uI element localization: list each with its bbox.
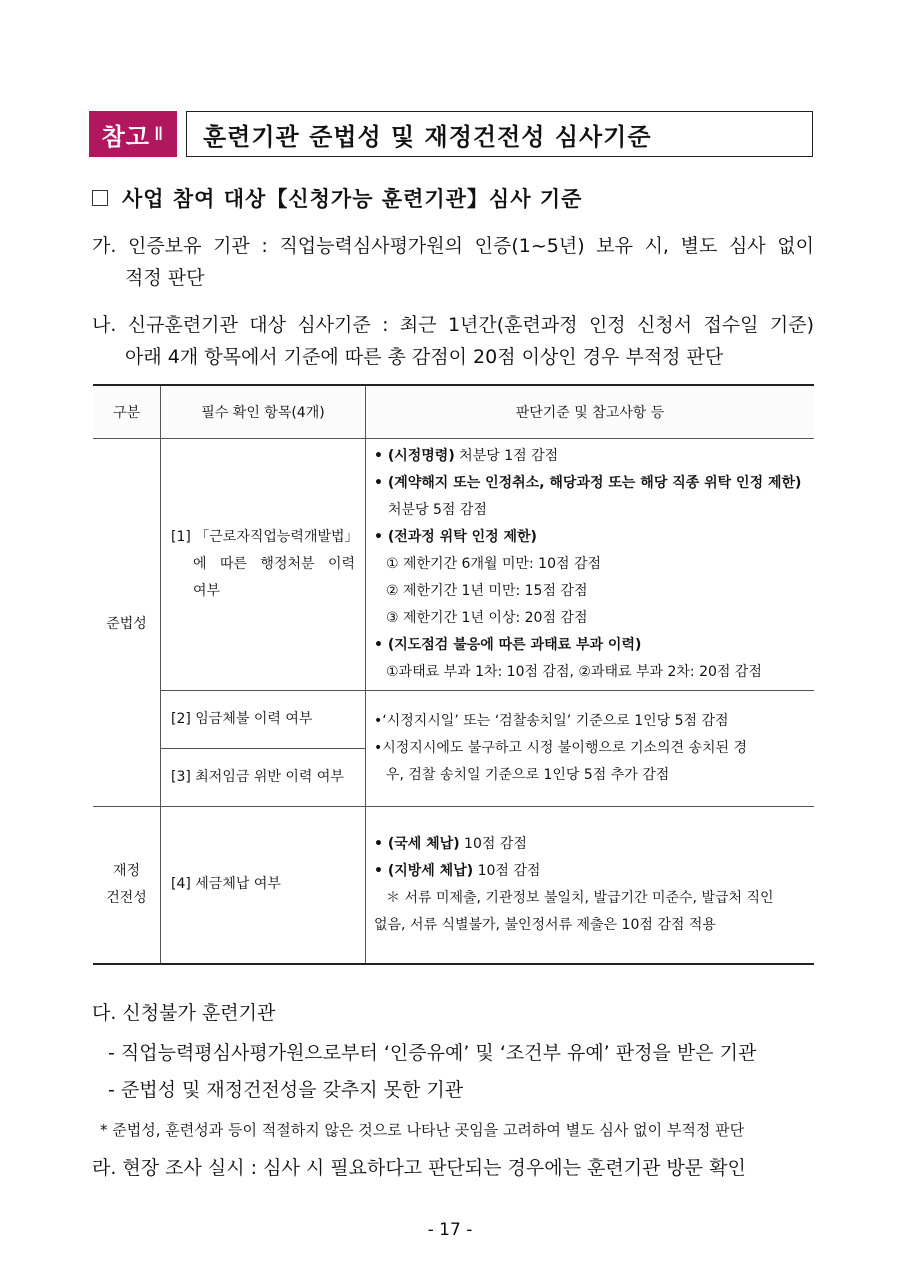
criteria-1-b-text: 처분당 5점 감점	[388, 502, 487, 518]
criteria-4-b-label: • (지방세 체납)	[374, 862, 474, 879]
criteria-1-a-text: 처분당 1점 감점	[454, 448, 559, 464]
paragraph-da-bullet2: - 준법성 및 재정건전성을 갖추지 못한 기관	[108, 1079, 464, 1101]
criteria-2-3-l3: 우, 검찰 송치일 기준으로 1인당 5점 추가 감점	[386, 767, 670, 783]
header-criteria: 판단기준 및 참고사항 등	[366, 385, 815, 439]
paragraph-ga	[92, 230, 814, 294]
paragraph-na-line1: 나. 신규훈련기관 대상 심사기준 : 최근 1년간(훈련과정 인정 신청서 접수일 기준)	[92, 314, 814, 336]
criteria-1-d1: ①과태료 부과 1차: 10점 감점, ②과태료 부과 2차: 20점 감점	[386, 664, 762, 680]
page-title: 훈련기관 준법성 및 재정건전성 심사기준	[186, 111, 813, 157]
criteria-1-d-label: • (지도점검 불응에 따른 과태료 부과 이력)	[374, 637, 642, 653]
criteria-4-a-label: • (국세 체납)	[374, 835, 460, 852]
appendix-header	[89, 111, 813, 157]
paragraph-ra: 라. 현장 조사 실시 : 심사 시 필요하다고 판단되는 경우에는 훈련기관 방문 확인	[92, 1157, 746, 1179]
category-finance-line1: 재정	[112, 862, 141, 879]
item-1-line3: 여부	[193, 583, 221, 599]
criteria-1-b-label: • (계약해지 또는 인정취소, 해당과정 또는 해당 직종 위탁 인정 제한)	[374, 475, 802, 491]
item-4: [4] 세금체납 여부	[161, 807, 366, 964]
item-2: [2] 임금체불 이력 여부	[161, 691, 366, 749]
reference-badge	[89, 111, 177, 157]
criteria-table	[93, 384, 814, 965]
category-compliance: 준법성	[93, 439, 161, 807]
criteria-4-c2: 없음, 서류 식별불가, 불인정서류 제출은 10점 감점 적용	[374, 916, 716, 933]
section-heading	[92, 183, 582, 213]
checkbox-square-icon	[92, 190, 108, 206]
category-finance	[93, 807, 161, 964]
criteria-1-a-label: • (시정명령)	[374, 448, 455, 464]
table-row	[93, 807, 814, 964]
paragraph-da-note: * 준법성, 훈련성과 등이 적절하지 않은 것으로 나타난 곳임을 고려하여 별도 심사 없이 부적정 판단	[100, 1121, 745, 1139]
paragraph-ga-line1: 가. 인증보유 기관 : 직업능력심사평가원의 인증(1~5년) 보유 시, 별도 심사 없이	[92, 235, 814, 257]
criteria-2-3-l2: •시정지시에도 불구하고 시정 불이행으로 기소의견 송치된 경	[374, 740, 748, 756]
item-3: [3] 최저임금 위반 이력 여부	[161, 749, 366, 807]
paragraph-da-bullet1: - 직업능력평심사평가원으로부터 ‘인증유예’ 및 ‘조건부 유예’ 판정을 받은 기관	[108, 1042, 757, 1064]
header-items: 필수 확인 항목(4개)	[161, 385, 366, 439]
page-number: - 17 -	[427, 1220, 473, 1240]
table-row	[93, 439, 814, 691]
criteria-4-a-text: 10점 감점	[459, 835, 527, 852]
criteria-4-b-text: 10점 감점	[473, 862, 541, 879]
criteria-1-c1: ① 제한기간 6개월 미만: 10점 감점	[386, 556, 602, 572]
paragraph-na-line2: 아래 4개 항목에서 기준에 따른 총 감점이 20점 이상인 경우 부적정 판단	[125, 346, 724, 368]
table-header-row	[93, 385, 814, 439]
paragraph-da-title: 다. 신청불가 훈련기관	[92, 1002, 276, 1024]
header-category: 구분	[93, 385, 161, 439]
section-title: 사업 참여 대상【신청가능 훈련기관】심사 기준	[122, 187, 583, 211]
reference-roman: Ⅱ	[154, 123, 165, 145]
item-1-line1: [1] 「근로자직업능력개발법」	[171, 529, 359, 545]
criteria-1-c-label: • (전과정 위탁 인정 제한)	[374, 529, 537, 545]
criteria-1-c3: ③ 제한기간 1년 이상: 20점 감점	[386, 610, 588, 626]
item-1-line2: 에 따른 행정처분 이력	[193, 556, 355, 572]
category-finance-line2: 건전성	[106, 889, 147, 906]
criteria-4	[366, 807, 815, 964]
reference-label: 참고	[101, 122, 150, 151]
criteria-4-c1: ＊ 서류 미제출, 기관정보 불일치, 발급기간 미준수, 발급처 직인	[386, 889, 774, 906]
criteria-1-c2: ② 제한기간 1년 미만: 15점 감점	[386, 583, 588, 599]
criteria-1	[366, 439, 815, 691]
criteria-2-3	[366, 691, 815, 807]
criteria-2-3-l1: •‘시정지시일’ 또는 ‘검찰송치일’ 기준으로 1인당 5점 감점	[374, 713, 729, 729]
paragraph-na	[92, 309, 814, 373]
paragraph-ga-line2: 적정 판단	[125, 267, 205, 289]
item-1	[161, 439, 366, 691]
table-row	[93, 691, 814, 749]
